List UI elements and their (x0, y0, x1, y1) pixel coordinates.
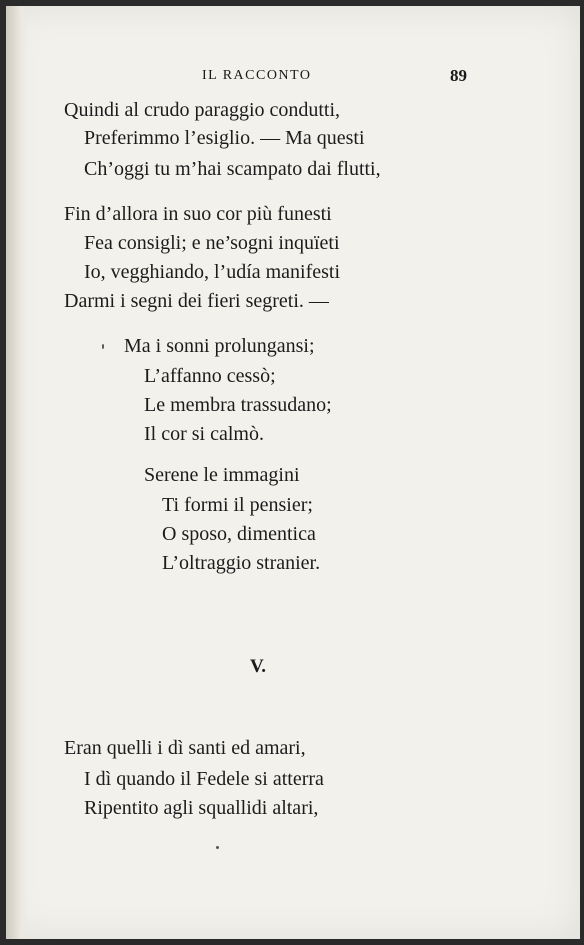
section-number: V. (250, 656, 267, 677)
verse-line: Ma i sonni prolungansi; (124, 335, 315, 357)
verse-line: Fea consigli; e ne’sogni inquïeti (84, 232, 340, 254)
page-spine-shadow (6, 6, 28, 939)
verse-line: Eran quelli i dì santi ed amari, (64, 737, 306, 759)
verse-line: L’affanno cessò; (144, 365, 276, 387)
print-speck (102, 344, 104, 349)
book-page (6, 6, 580, 939)
verse-line: Il cor si calmò. (144, 423, 264, 445)
page-number: 89 (450, 66, 467, 85)
page-header (6, 68, 580, 88)
verse-line: Serene le immagini (144, 464, 300, 486)
verse-line: Le membra trassudano; (144, 394, 332, 416)
running-title: IL RACCONTO (202, 68, 312, 83)
verse-line: Ch’oggi tu m’hai scampato dai flutti, (84, 158, 381, 180)
verse-line: O sposo, dimentica (162, 523, 316, 545)
verse-line: Darmi i segni dei fieri segreti. — (64, 290, 329, 312)
verse-line: Preferimmo l’esiglio. — Ma questi (84, 127, 365, 149)
verse-line: Quindi al crudo paraggio condutti, (64, 99, 341, 121)
print-speck (216, 846, 219, 849)
verse-line: I dì quando il Fedele si atterra (84, 768, 324, 790)
verse-line: Fin d’allora in suo cor più funesti (64, 203, 332, 225)
verse-line: L’oltraggio stranier. (162, 552, 321, 574)
verse-line: Ripentito agli squallidi altari, (84, 797, 319, 819)
verse-line: Io, vegghiando, l’udía manifesti (84, 261, 341, 283)
verse-line: Ti formi il pensier; (162, 494, 313, 516)
